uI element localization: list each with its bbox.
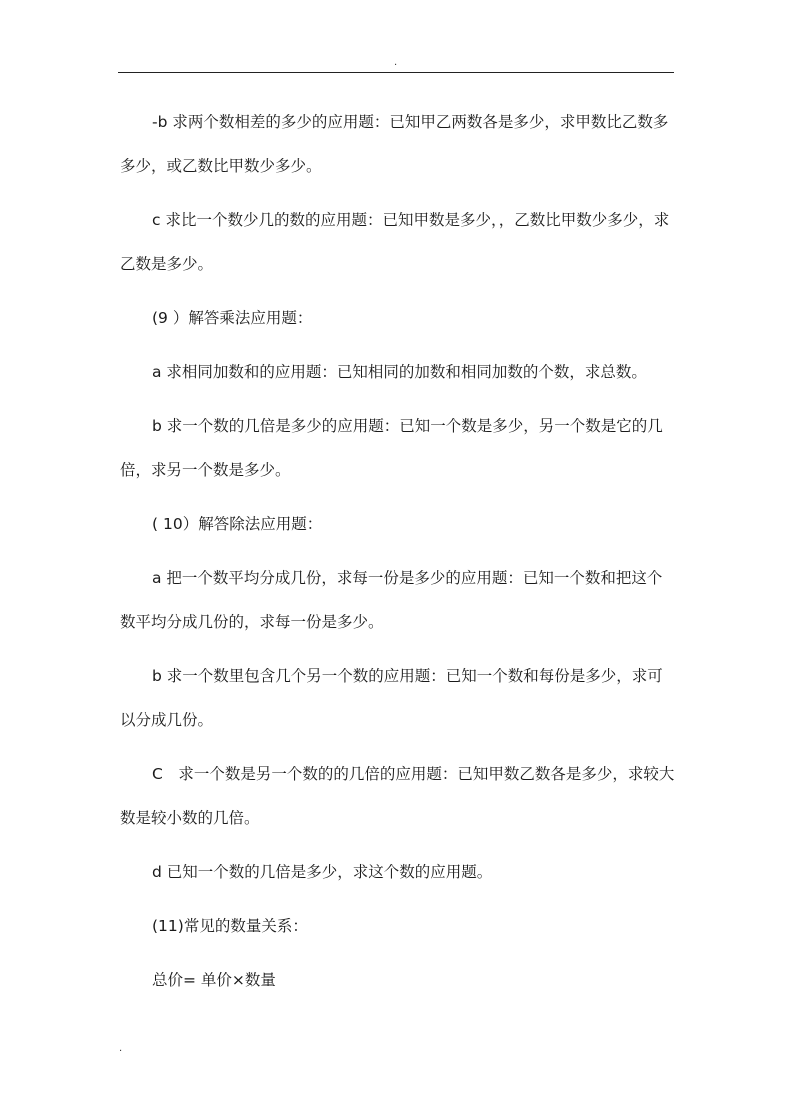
paragraph-7: a 把一个数平均分成几份，求每一份是多少的应用题：已知一个数和把这个数平均分成几份的，求每一份是多少。 xyxy=(120,569,663,631)
paragraph-11: (11)常见的数量关系： xyxy=(152,917,308,935)
header-mark: . xyxy=(394,57,398,68)
paragraph-1: -b 求两个数相差的多少的应用题：已知甲乙两数各是多少，求甲数比乙数多多少，或乙数比甲数少多少。 xyxy=(120,113,669,175)
document-body xyxy=(120,100,676,1012)
paragraph-6: ( 10）解答除法应用题： xyxy=(152,515,323,533)
paragraph-10: d 已知一个数的几倍是多少，求这个数的应用题。 xyxy=(152,863,493,881)
paragraph-2: c 求比一个数少几的数的应用题：已知甲数是多少，，乙数比甲数少多少，求乙数是多少。 xyxy=(120,211,670,273)
paragraph-4: a 求相同加数和的应用题：已知相同的加数和相同加数的个数，求总数。 xyxy=(152,363,647,381)
footer-mark: . xyxy=(119,1043,123,1054)
paragraph-5: b 求一个数的几倍是多少的应用题：已知一个数是多少，另一个数是它的几倍，求另一个数是多少。 xyxy=(120,417,663,479)
paragraph-8: b 求一个数里包含几个另一个数的应用题：已知一个数和每份是多少，求可以分成几份。 xyxy=(120,667,663,729)
paragraph-3: (9 ）解答乘法应用题： xyxy=(152,309,313,327)
paragraph-12: 总价= 单价×数量 xyxy=(152,971,276,989)
header-rule xyxy=(118,72,674,73)
paragraph-9: C 求一个数是另一个数的的几倍的应用题：已知甲数乙数各是多少，求较大数是较小数的几倍。 xyxy=(120,765,675,827)
